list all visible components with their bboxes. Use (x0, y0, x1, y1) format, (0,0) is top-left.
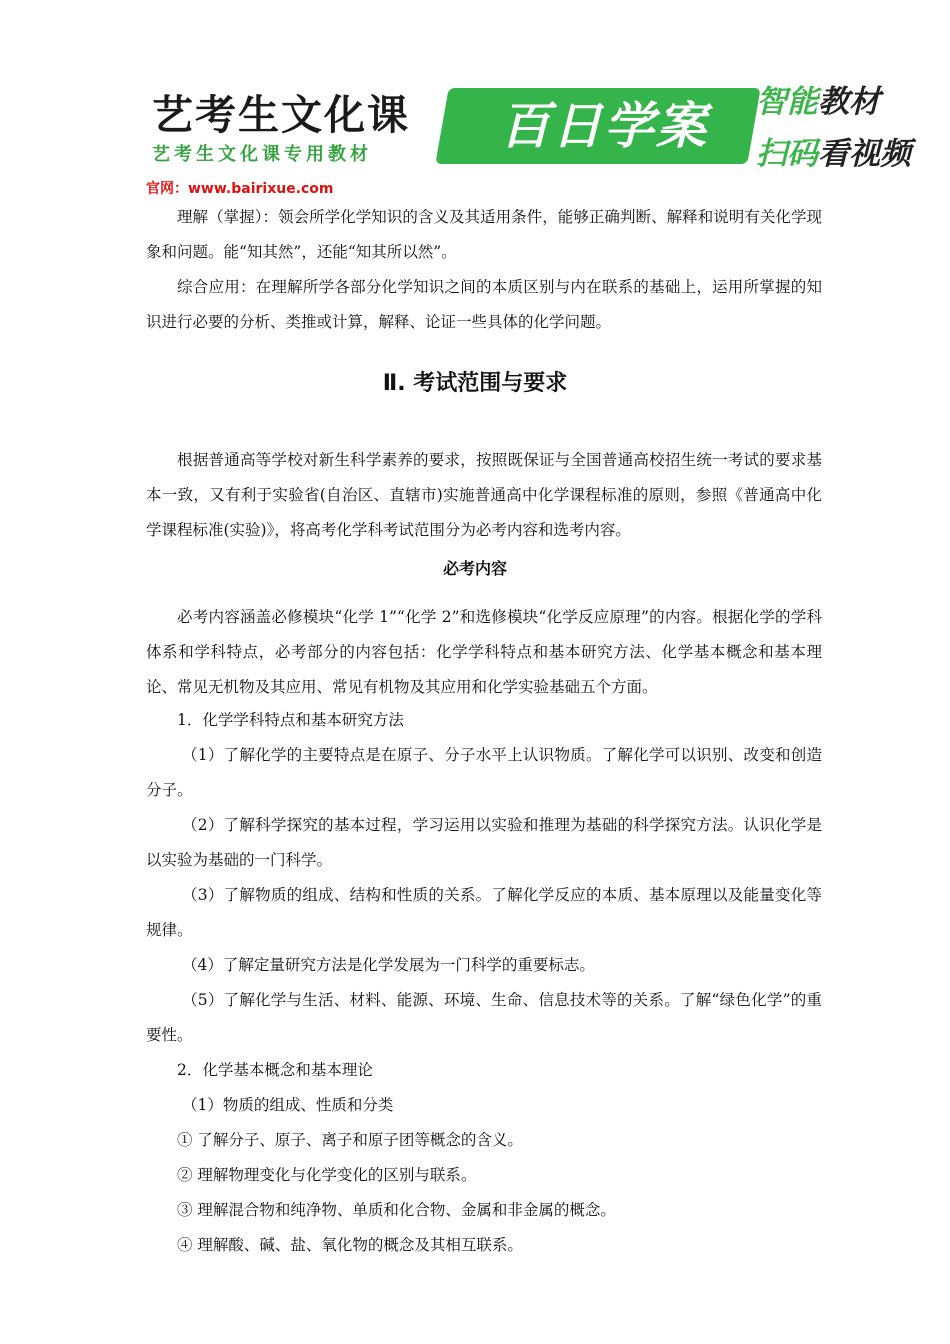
paragraph-scope: 根据普通高等学校对新生科学素养的要求，按照既保证与全国普通高校招生统一考试的要求基本一致，又有利于实验省(自治区、直辖市)实施普通高中化学课程标准的原则，参照《普通高中化学课程标准(实验)》，将高考化学科考试范围分为必考内容和选考内容。 (146, 451, 822, 539)
website-link[interactable]: 官网：www.bairixue.com (146, 181, 334, 197)
list-item-2-1-b: ② 理解物理变化与化学变化的区别与联系。 (177, 1166, 477, 1184)
section-title: Ⅱ. 考试范围与要求 (382, 371, 568, 396)
subsection-title: 必考内容 (442, 559, 507, 578)
tag-line-1 (756, 76, 880, 121)
tag1-green: 智能 (756, 84, 818, 120)
paragraph-application: 综合应用：在理解所学各部分化学知识之间的本质区别与内在联系的基础上，运用所掌握的知识进行必要的分析、类推或计算，解释、论证一些具体的化学问题。 (146, 278, 822, 331)
list-item-2-1-d: ④ 理解酸、碱、盐、氧化物的概念及其相互联系。 (177, 1236, 523, 1254)
tag2-green: 扫码 (756, 136, 818, 172)
list-item-2-1: （1）物质的组成、性质和分类 (182, 1096, 394, 1114)
banner-tags (756, 76, 936, 172)
tag2-dark: 看视频 (818, 136, 911, 172)
list-item-1-2: （2）了解科学探究的基本过程，学习运用以实验和推理为基础的科学探究方法。认识化学是以实验为基础的一门科学。 (146, 816, 822, 869)
list-item-1: 1．化学学科特点和基本研究方法 (177, 711, 404, 729)
brand-title: 艺考生文化课 (152, 91, 410, 139)
list-item-2-1-a: ① 了解分子、原子、离子和原子团等概念的含义。 (177, 1131, 523, 1149)
brand-subtitle: 艺考生文化课专用教材 (152, 144, 372, 165)
banner-box-text: 百日学案 (500, 97, 708, 155)
tag-line-2 (756, 128, 911, 173)
paragraph-understanding: 理解（掌握）：领会所学化学知识的含义及其适用条件，能够正确判断、解释和说明有关化学现象和问题。能“知其然”，还能“知其所以然”。 (146, 208, 822, 261)
header-banner (144, 72, 934, 174)
list-item-1-1: （1）了解化学的主要特点是在原子、分子水平上认识物质。了解化学可以识别、改变和创造分子。 (146, 746, 822, 799)
list-item-1-4: （4）了解定量研究方法是化学发展为一门科学的重要标志。 (182, 956, 595, 974)
list-item-2-1-c: ③ 理解混合物和纯净物、单质和化合物、金属和非金属的概念。 (177, 1201, 616, 1219)
brand-logo (152, 82, 452, 172)
list-item-2: 2．化学基本概念和基本理论 (177, 1061, 373, 1079)
paragraph-required: 必考内容涵盖必修模块“化学 1”“化学 2”和选修模块“化学反应原理”的内容。根据化学的学科体系和学科特点，必考部分的内容包括：化学学科特点和基本研究方法、化学基本概念和基本理论、常见无机物及其应用、常见有机物及其应用和化学实验基础五个方面。 (146, 608, 822, 696)
tag1-dark: 教材 (818, 84, 880, 120)
list-item-1-3: （3）了解物质的组成、结构和性质的关系。了解化学反应的本质、基本原理以及能量变化等规律。 (146, 886, 822, 939)
list-item-1-5: （5）了解化学与生活、材料、能源、环境、生命、信息技术等的关系。了解“绿色化学”的重要性。 (146, 991, 822, 1044)
